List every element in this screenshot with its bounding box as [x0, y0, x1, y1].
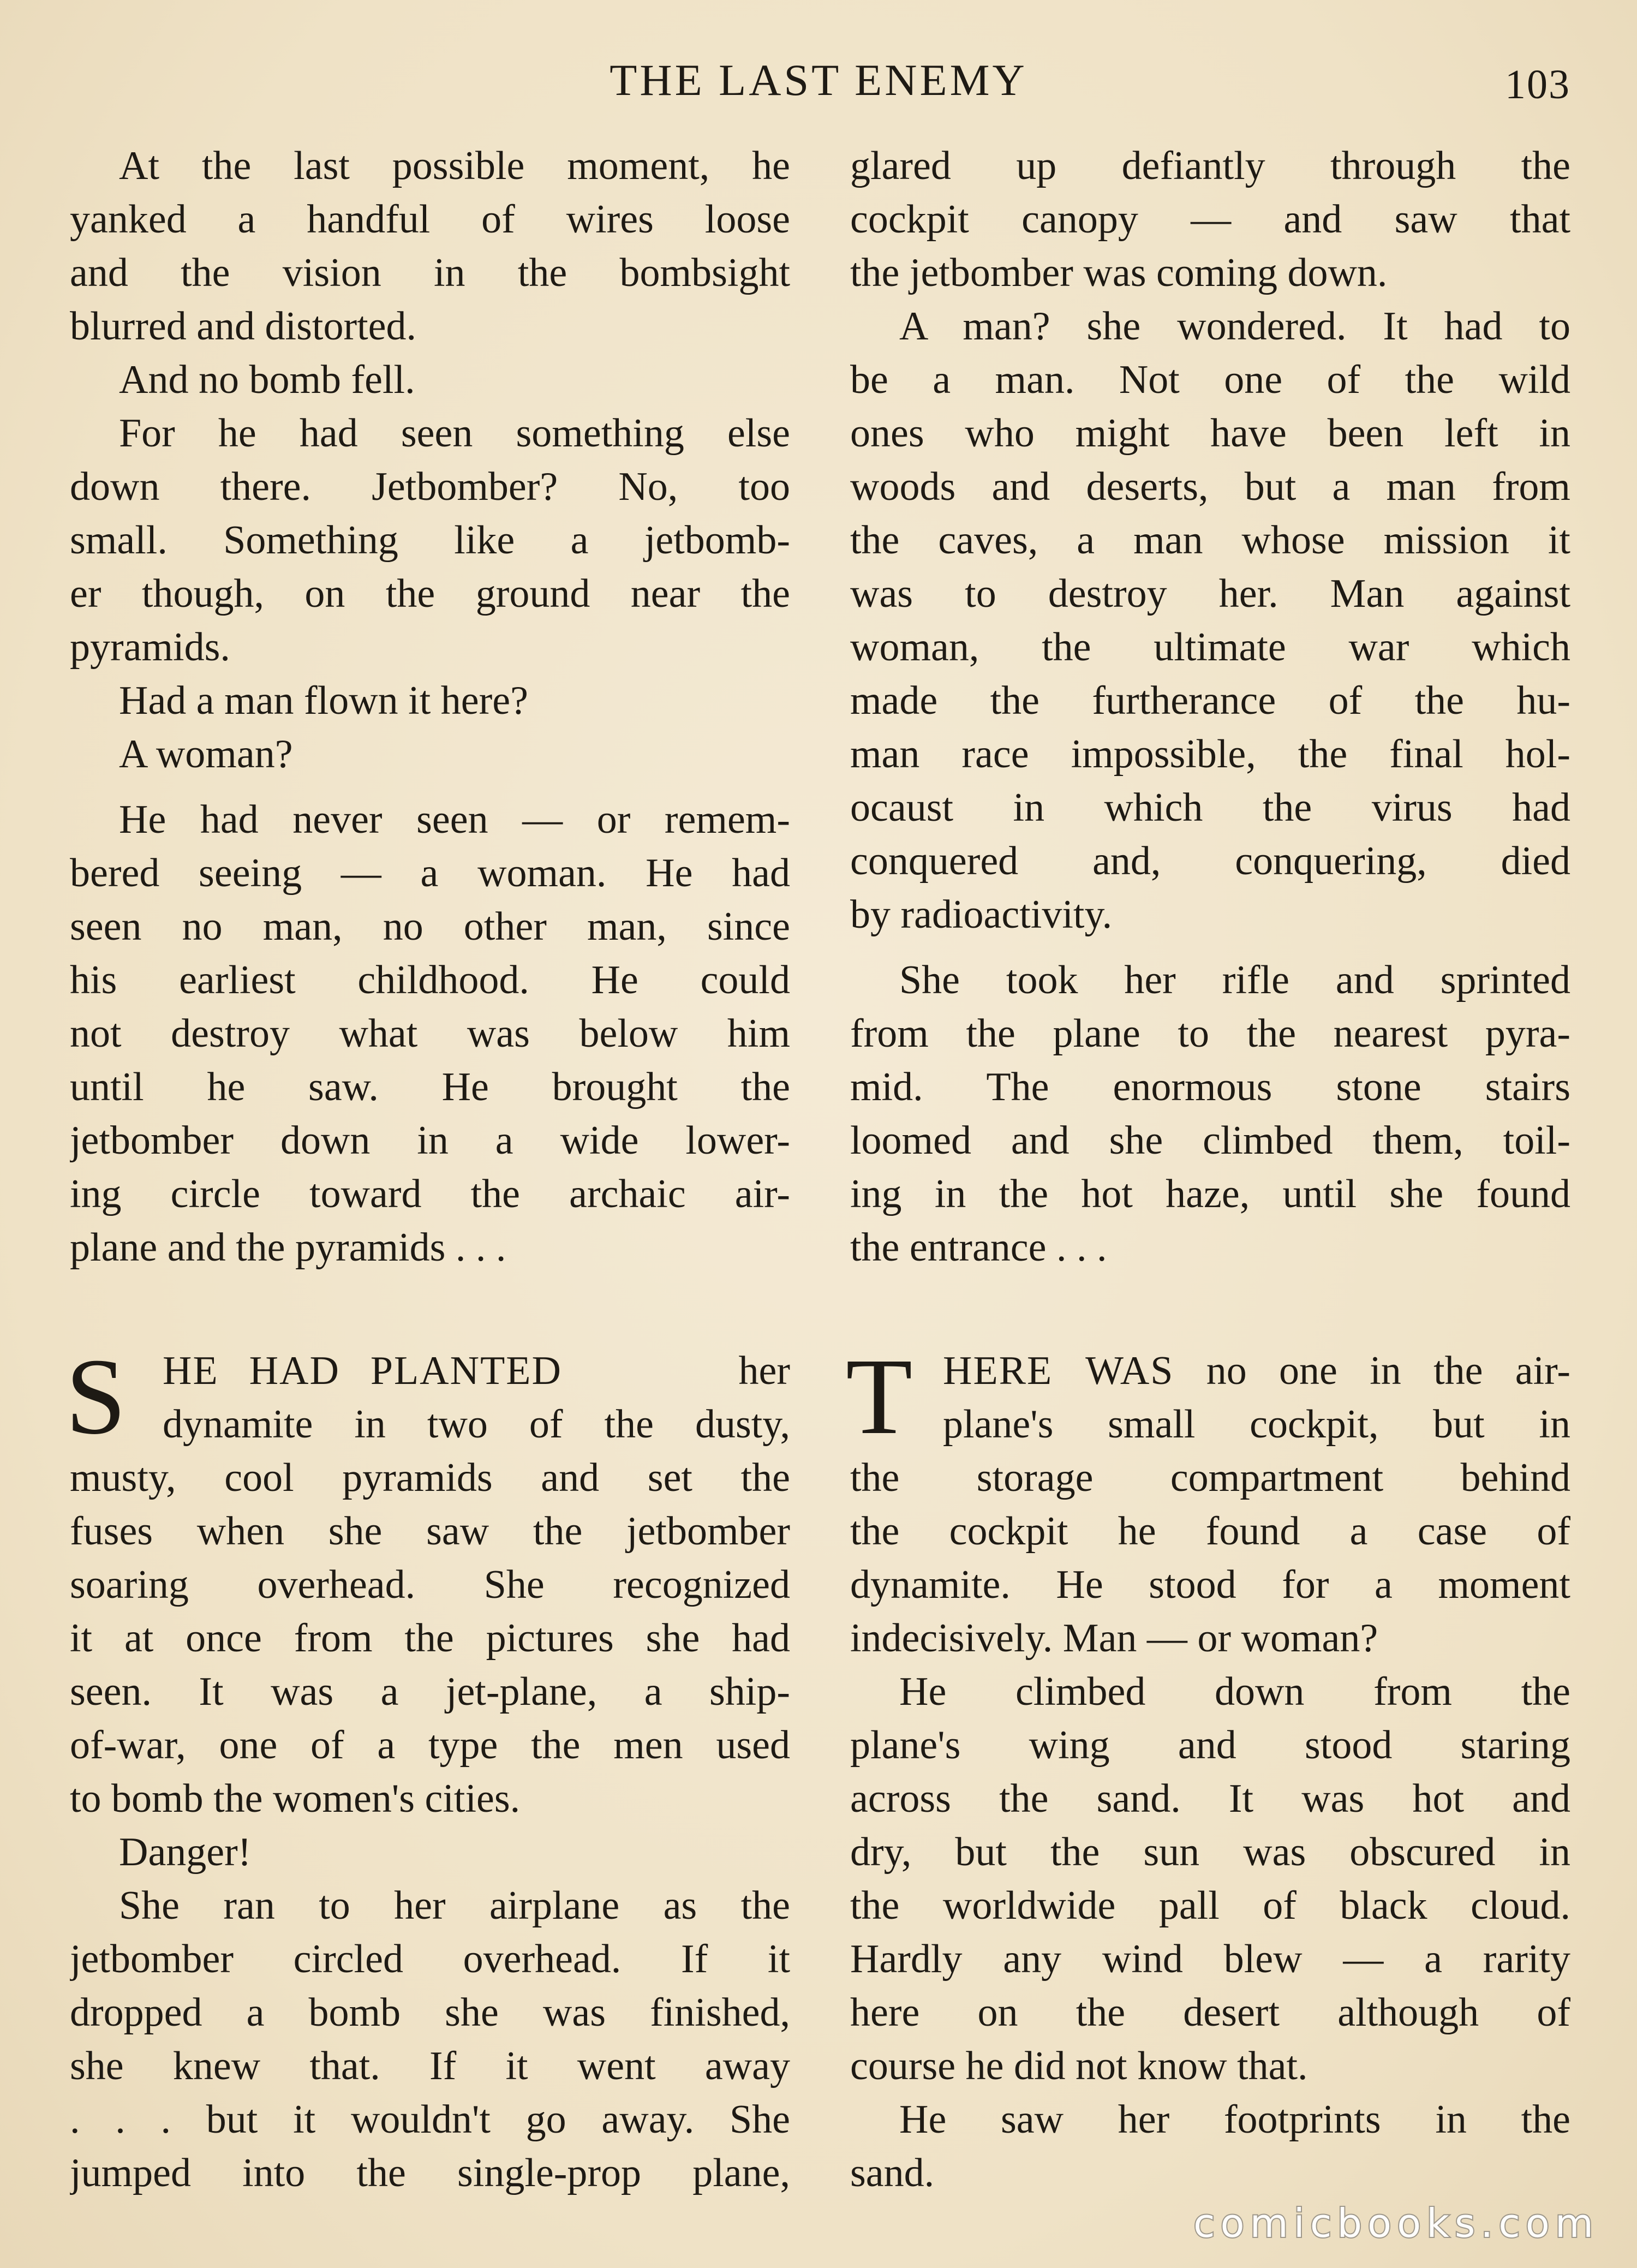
text-line: musty, cool pyramids and set the [70, 1455, 790, 1500]
text-line: er though, on the ground near the [70, 571, 790, 616]
text-line: ing in the hot haze, until she found [850, 1172, 1570, 1216]
text-line: across the sand. It was hot and [850, 1776, 1570, 1821]
watermark: comicbooks.com [1193, 2200, 1599, 2246]
text-line: Had a man flown it here? [119, 678, 528, 723]
text-line: man race impossible, the final hol- [850, 732, 1570, 777]
text-line: dry, but the sun was obscured in [850, 1830, 1570, 1875]
text-line: For he had seen something else [119, 411, 790, 456]
section-break [70, 1274, 790, 1344]
text-line: be a man. Not one of the wild [850, 357, 1570, 402]
text-line: She took her rifle and sprinted [899, 958, 1570, 1002]
text-line: by radioactivity. [850, 892, 1113, 937]
text-line: plane's wing and stood staring [850, 1723, 1570, 1768]
text-line: his earliest childhood. He could [70, 958, 790, 1002]
lead-rest: no one in the air- [1206, 1348, 1570, 1393]
text-line: not destroy what was below him [70, 1011, 790, 1056]
spacer [70, 781, 790, 793]
text-line: fuses when she saw the jetbomber [70, 1509, 790, 1554]
text-line: conquered and, conquering, died [850, 839, 1570, 884]
text-line: seen no man, no other man, since [70, 904, 790, 949]
text-line: indecisively. Man — or woman? [850, 1616, 1378, 1661]
text-line: here on the desert although of [850, 1990, 1570, 2035]
paragraph [850, 300, 1570, 941]
left-column [65, 139, 790, 2200]
text-line: and the vision in the bombsight [70, 250, 790, 295]
paragraph [850, 1665, 1570, 2093]
drop-cap: T [846, 1336, 913, 1457]
section-opening [846, 1336, 1570, 1665]
paragraph [850, 953, 1570, 1274]
text-line: mid. The enormous stone stairs [850, 1065, 1570, 1109]
text-line: jetbomber circled overhead. If it [70, 1937, 790, 1981]
text-line: to bomb the women's cities. [70, 1776, 521, 1821]
page-number: 103 [1505, 62, 1570, 108]
text-line: woman, the ultimate war which [850, 625, 1570, 670]
text-line: . . . but it wouldn't go away. She [70, 2097, 790, 2142]
text-line: sand. [850, 2151, 935, 2195]
text-line: He had never seen — or remem- [119, 797, 790, 842]
text-line: Hardly any wind blew — a rarity [850, 1937, 1570, 1981]
text-line: small. Something like a jetbomb- [70, 518, 790, 563]
text-line: she knew that. If it went away [70, 2044, 790, 2088]
spacer [850, 941, 1570, 953]
drop-cap: S [65, 1336, 127, 1457]
text-line: jumped into the single-prop plane, [70, 2151, 790, 2195]
paragraph [70, 1879, 790, 2200]
text-line: blurred and distorted. [70, 304, 416, 349]
paragraph [70, 407, 790, 674]
text-line: At the last possible moment, he [119, 144, 790, 188]
paragraph [70, 353, 790, 407]
text-line: the entrance . . . [850, 1225, 1107, 1270]
paragraph [70, 793, 790, 1274]
paragraph [70, 1825, 790, 1879]
text-line: ing circle toward the archaic air- [70, 1172, 790, 1216]
paragraph [70, 674, 790, 727]
paragraph [850, 2093, 1570, 2200]
text-line: seen. It was a jet-plane, a ship- [70, 1669, 790, 1714]
text-line: glared up defiantly through the [850, 144, 1570, 188]
text-line: dynamite. He stood for a moment [850, 1562, 1570, 1607]
right-column [846, 139, 1570, 2200]
text-line: Danger! [119, 1830, 252, 1875]
text-line: soaring overhead. She recognized [70, 1562, 790, 1607]
text-line: loomed and she climbed them, toil- [850, 1118, 1570, 1163]
text-line: down there. Jetbomber? No, too [70, 464, 790, 509]
lead-rest: her [738, 1348, 790, 1393]
text-line: A man? she wondered. It had to [899, 304, 1570, 349]
text-line: pyramids. [70, 625, 230, 670]
text-line: And no bomb fell. [119, 357, 415, 402]
text-line: it at once from the pictures she had [70, 1616, 790, 1661]
text-line: from the plane to the nearest pyra- [850, 1011, 1570, 1056]
text-line: She ran to her airplane as the [119, 1883, 790, 1928]
text-line: cockpit canopy — and saw that [850, 197, 1570, 242]
text-line: jetbomber down in a wide lower- [70, 1118, 790, 1163]
text-line: the caves, a man whose mission it [850, 518, 1570, 563]
section-break [850, 1274, 1570, 1344]
running-title: THE LAST ENEMY [610, 55, 1027, 105]
text-line: of-war, one of a type the men used [70, 1723, 790, 1768]
text-line: course he did not know that. [850, 2044, 1308, 2088]
text-line: bered seeing — a woman. He had [70, 851, 790, 896]
section-opening [65, 1336, 790, 1825]
text-line: until he saw. He brought the [70, 1065, 790, 1109]
paragraph [70, 139, 790, 353]
text-line [70, 1344, 790, 1398]
paragraph [70, 727, 790, 781]
paragraph [850, 139, 1570, 300]
text-line [850, 1344, 1570, 1398]
text-line: ocaust in which the virus had [850, 785, 1570, 830]
text-line: made the furtherance of the hu- [850, 678, 1570, 723]
text-line: the cockpit he found a case of [850, 1509, 1570, 1554]
text-line: He saw her footprints in the [899, 2097, 1570, 2142]
text-line: the worldwide pall of black cloud. [850, 1883, 1570, 1928]
text-line: dynamite in two of the dusty, [163, 1402, 790, 1447]
text-line: ones who might have been left in [850, 411, 1570, 456]
text-line: yanked a handful of wires loose [70, 197, 790, 242]
text-line: the storage compartment behind [850, 1455, 1570, 1500]
small-caps-lead: HE HAD PLANTED [163, 1348, 562, 1393]
text-line: plane and the pyramids . . . [70, 1225, 506, 1270]
text-line: He climbed down from the [899, 1669, 1570, 1714]
small-caps-lead: HERE WAS [943, 1348, 1174, 1393]
text-line: A woman? [119, 732, 293, 777]
text-line: was to destroy her. Man against [850, 571, 1570, 616]
text-line: the jetbomber was coming down. [850, 250, 1388, 295]
text-line: woods and deserts, but a man from [850, 464, 1570, 509]
text-line: plane's small cockpit, but in [943, 1402, 1570, 1447]
text-line: dropped a bomb she was finished, [70, 1990, 790, 2035]
